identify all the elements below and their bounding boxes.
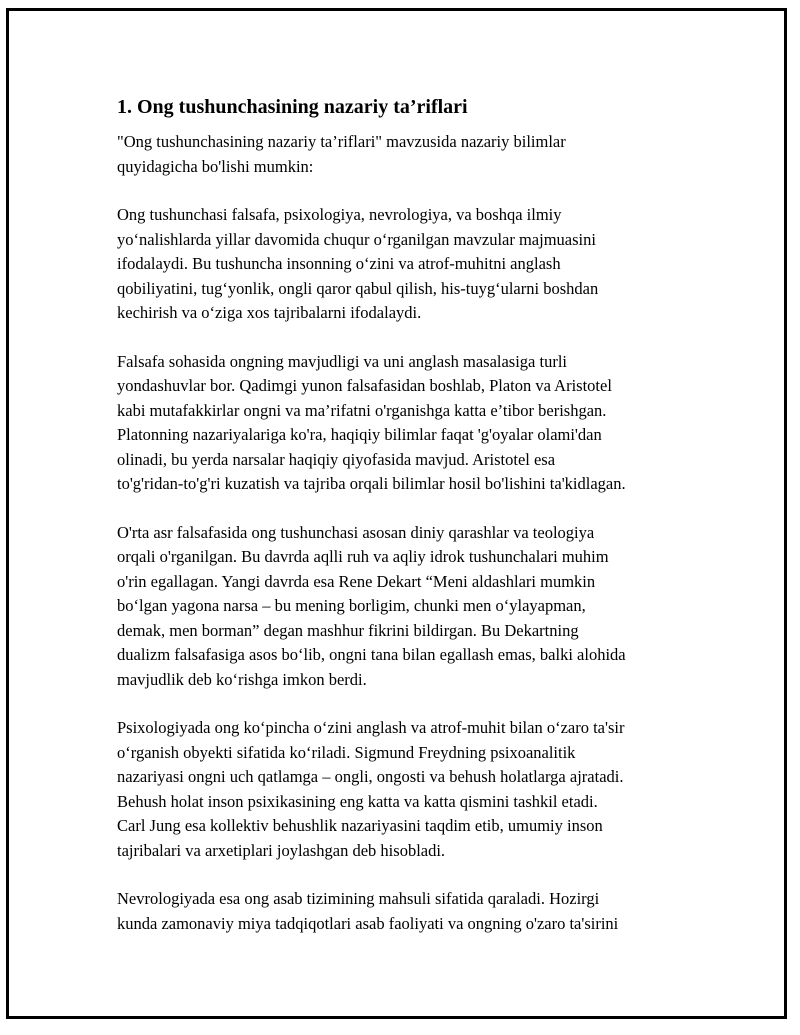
paragraph-neurology: Nevrologiyada esa ong asab tizimining mahsuli sifatida qaraladi. Hozirgi kunda zamonaviy miya tadqiqotlari asab faoliyati va ongning o'zaro ta'sirini xyxy=(117,889,619,933)
section-heading: 1. Ong tushunchasining nazariy ta’riflari xyxy=(117,96,468,118)
paragraph-intro: "Ong tushunchasining nazariy ta’riflari" mavzusida nazariy bilimlar quyidagicha bo'lishi mumkin: xyxy=(117,132,566,176)
document-body xyxy=(117,94,687,960)
paragraph-philosophy: Falsafa sohasida ongning mavjudligi va uni anglash masalasiga turli yondashuvlar bor. Qadimgi yunon falsafasidan boshlab, Platon va Aristotel kabi mutafakkirlar ongni va ma’rifatni o'rganishga katta e’tibor berishgan. Platonning nazariyalariga ko'ra, haqiqiy bilimlar faqat 'g'oyalar olami'dan olinadi, bu yerda narsalar haqiqiy qiyofasida mavjud. Aristotel esa to'g'ridan-to'g'ri kuzatish va tajriba orqali bilimlar hosil bo'lishini ta'kidlagan. xyxy=(117,351,626,493)
paragraph-psychology: Psixologiyada ong ko‘pincha o‘zini anglash va atrof-muhit bilan o‘zaro ta'sir o‘rganish obyekti sifatida ko‘riladi. Sigmund Freydning psixoanalitik nazariyasi ongni uch qatlamga – ongli, ongosti va behush holatlarga ajratadi. Behush holat inson psixikasining eng katta va katta qismini tashkil etadi. Carl Jung esa kollektiv behushlik nazariyasini taqdim etib, umumiy inson tajribalari va arxetiplari joylashgan deb hisobladi. xyxy=(117,718,625,860)
paragraph-medieval: O'rta asr falsafasida ong tushunchasi asosan diniy qarashlar va teologiya orqali o'rganilgan. Bu davrda aqlli ruh va aqliy idrok tushunchalari muhim o'rin egallagan. Yangi davrda esa Rene Dekart “Meni aldashlari mumkin bo‘lgan yagona narsa – bu mening borligim, chunki men o‘ylayapman, demak, men borman” degan mashhur fikrini bildirgan. Bu Dekartning dualizm falsafasiga asos bo‘lib, ongni tana bilan egallash emas, balki alohida mavjudlik deb ko‘rishga imkon berdi. xyxy=(117,522,626,689)
paragraph-definition: Ong tushunchasi falsafa, psixologiya, nevrologiya, va boshqa ilmiy yo‘nalishlarda yillar davomida chuqur o‘rganilgan mavzular majmuasini ifodalaydi. Bu tushuncha insonning o‘zini va atrof-muhitni anglash qobiliyatini, tug‘yonlik, ongli qaror qabul qilish, his-tuyg‘ularni boshdan kechirish va o‘ziga xos tajribalarni ifodalaydi. xyxy=(117,205,599,322)
